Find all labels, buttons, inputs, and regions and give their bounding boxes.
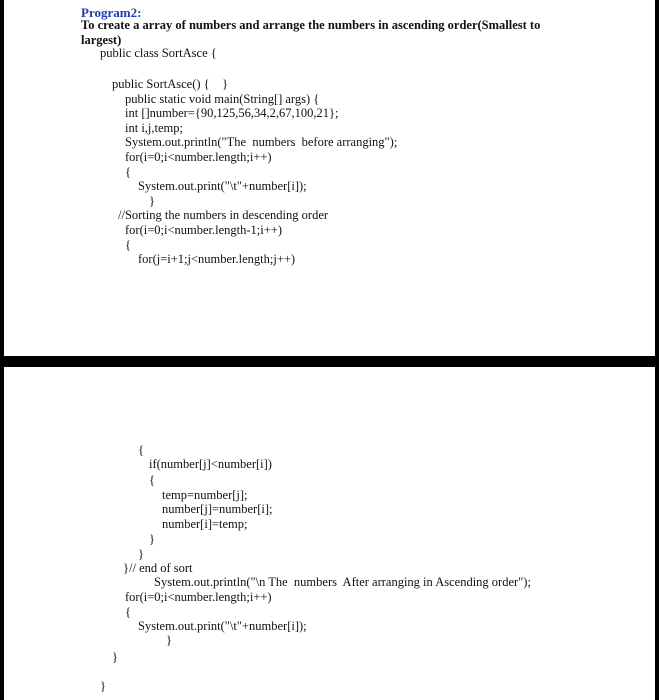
code-line: System.out.println("The numbers before arranging"); xyxy=(125,135,398,149)
code-line: { xyxy=(125,165,131,179)
code-line: { xyxy=(125,605,131,619)
code-line: public class SortAsce { xyxy=(100,46,217,60)
code-line: } xyxy=(149,532,155,546)
code-line: System.out.println("\n The numbers After arranging in Ascending order"); xyxy=(154,575,531,589)
code-line: public static void main(String[] args) { xyxy=(125,92,320,106)
code-line: temp=number[j]; xyxy=(162,488,248,502)
code-line: } xyxy=(112,650,118,664)
code-line: { xyxy=(138,443,144,457)
code-line: for(j=i+1;j<number.length;j++) xyxy=(138,252,296,266)
code-line: } xyxy=(149,194,155,208)
code-line: System.out.print("\t"+number[i]); xyxy=(138,179,307,193)
code-line: number[i]=temp; xyxy=(162,517,248,531)
code-line: for(i=0;i<number.length-1;i++) xyxy=(125,223,282,237)
document-page-2 xyxy=(4,367,655,700)
code-line: } xyxy=(166,633,172,647)
code-comment: //Sorting the numbers in descending order xyxy=(118,208,329,222)
code-line: { xyxy=(149,473,155,487)
code-comment: }// end of sort xyxy=(123,561,193,575)
document-page-1 xyxy=(4,0,655,356)
program-heading: To create a array of numbers and arrange the numbers in ascending order(Smallest to largest) xyxy=(81,18,541,47)
code-line: } xyxy=(138,547,144,561)
code-line: int i,j,temp; xyxy=(125,121,183,135)
code-line: int []number={90,125,56,34,2,67,100,21}; xyxy=(125,106,339,120)
program-title: Program2: xyxy=(81,5,142,20)
code-line: for(i=0;i<number.length;i++) xyxy=(125,150,272,164)
code-line: public SortAsce() { } xyxy=(112,77,229,91)
code-line: number[j]=number[i]; xyxy=(162,502,273,516)
code-line: } xyxy=(100,679,106,693)
code-line: if(number[j]<number[i]) xyxy=(149,457,272,471)
code-line: System.out.print("\t"+number[i]); xyxy=(138,619,307,633)
code-line: for(i=0;i<number.length;i++) xyxy=(125,590,272,604)
code-line: { xyxy=(125,238,131,252)
